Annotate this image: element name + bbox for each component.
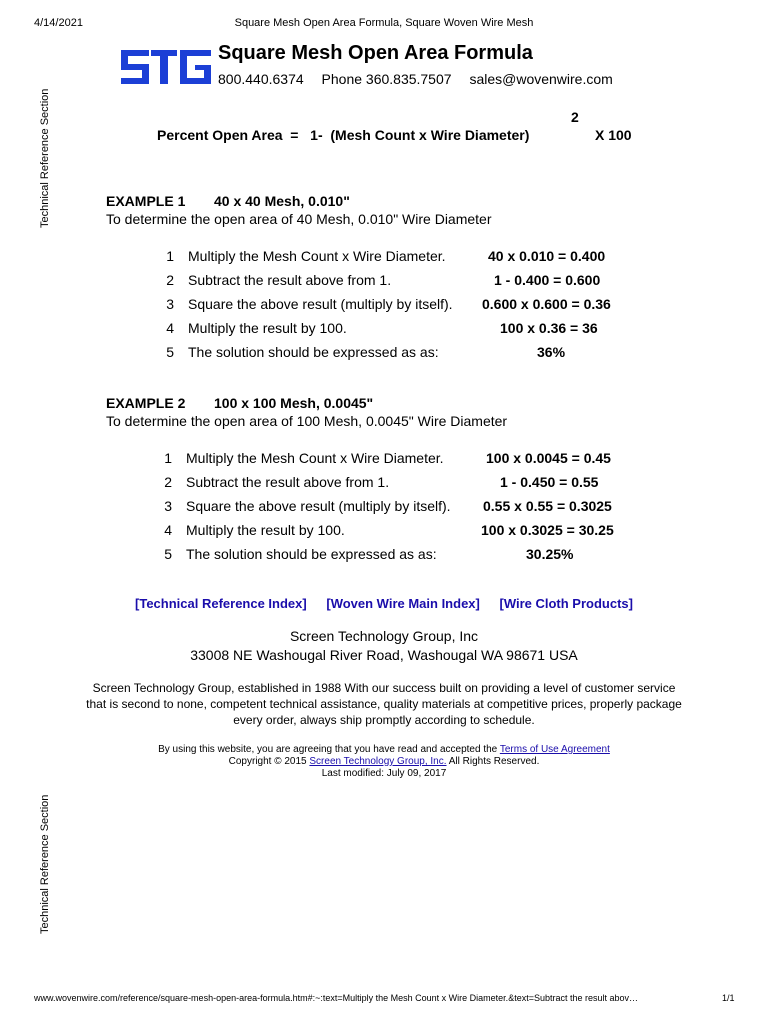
example-1-step-3-number: 3: [166, 296, 174, 312]
example-1-step-4-result: 100 x 0.36 = 36: [500, 320, 598, 336]
print-page-number: 1/1: [722, 993, 735, 1003]
example-2-step-5-number: 5: [164, 546, 172, 562]
example-2-step-5-result: 30.25%: [526, 546, 574, 562]
contact-line: [218, 71, 627, 87]
example-1-heading: [106, 193, 350, 209]
example-1-label: EXAMPLE 1: [106, 193, 186, 209]
last-modified: Last modified: July 09, 2017: [321, 768, 447, 779]
terms-of-use-link[interactable]: Terms of Use Agreement: [499, 744, 610, 755]
example-1-step-2-number: 2: [166, 272, 174, 288]
formula-exponent: 2: [571, 109, 579, 125]
example-2-step-3-number: 3: [164, 498, 172, 514]
tollfree-phone: 800.440.6374: [218, 71, 304, 87]
example-2-step-3-result: 0.55 x 0.55 = 0.3025: [483, 498, 612, 514]
agreement-line: [0, 744, 768, 756]
formula-text: Percent Open Area = 1- (Mesh Count x Wire Diameter): [157, 127, 530, 143]
example-1-step-2-text: Subtract the result above from 1.: [188, 272, 392, 288]
reference-links: [0, 596, 768, 611]
print-page-title: Square Mesh Open Area Formula, Square Woven Wire Mesh: [234, 17, 534, 29]
example-2-step-1-text: Multiply the Mesh Count x Wire Diameter.: [186, 450, 444, 466]
technical-reference-index-link[interactable]: [Technical Reference Index]: [135, 596, 307, 611]
example-2-description: To determine the open area of 100 Mesh, 0.0045" Wire Diameter: [106, 413, 508, 429]
example-1-step-4-number: 4: [166, 320, 174, 336]
example-2-step-1-result: 100 x 0.0045 = 0.45: [486, 450, 611, 466]
example-2-step-5-text: The solution should be expressed as as:: [186, 546, 437, 562]
woven-wire-main-index-link[interactable]: [Woven Wire Main Index]: [326, 596, 480, 611]
example-1-step-4-text: Multiply the result by 100.: [188, 320, 347, 336]
example-2-step-2-number: 2: [164, 474, 172, 490]
example-2-title: 100 x 100 Mesh, 0.0045": [214, 395, 374, 411]
formula-multiplier: X 100: [595, 127, 632, 143]
stg-logo: [121, 50, 211, 84]
example-2-step-2-text: Subtract the result above from 1.: [186, 474, 390, 490]
example-1-step-1-number: 1: [166, 248, 174, 264]
example-1-step-1-result: 40 x 0.010 = 0.400: [488, 248, 606, 264]
example-1-step-3-text: Square the above result (multiply by itself).: [188, 296, 453, 312]
example-1-title: 40 x 40 Mesh, 0.010": [214, 193, 350, 209]
side-label-bottom: Technical Reference Section: [39, 794, 51, 934]
example-2-step-3-text: Square the above result (multiply by itself).: [186, 498, 451, 514]
example-1-step-1-text: Multiply the Mesh Count x Wire Diameter.: [188, 248, 446, 264]
example-2-step-4-result: 100 x 0.3025 = 30.25: [481, 522, 614, 538]
legal-block: [0, 744, 768, 780]
rights-text: All Rights Reserved.: [448, 756, 540, 767]
phone-number: Phone 360.835.7507: [321, 71, 452, 87]
company-link[interactable]: Screen Technology Group, Inc.: [309, 756, 447, 767]
example-2-step-2-result: 1 - 0.450 = 0.55: [500, 474, 599, 490]
example-1-step-2-result: 1 - 0.400 = 0.600: [494, 272, 601, 288]
company-name: Screen Technology Group, Inc: [289, 628, 479, 644]
wire-cloth-products-link[interactable]: [Wire Cloth Products]: [499, 596, 633, 611]
side-label-top: Technical Reference Section: [39, 88, 51, 228]
page-title: Square Mesh Open Area Formula: [218, 42, 533, 64]
agreement-text: By using this website, you are agreeing that you have read and accepted the: [158, 744, 498, 755]
example-1-step-5-number: 5: [166, 344, 174, 360]
company-about: Screen Technology Group, established in 1988 With our success built on providing a level of customer service that is second to none, competent technical assistance, quality materials at competitive prices, properly package every order, always ship promptly according to schedule.: [86, 681, 682, 727]
example-2-heading: [106, 395, 373, 411]
example-2-step-4-text: Multiply the result by 100.: [186, 522, 345, 538]
print-url: www.wovenwire.com/reference/square-mesh-open-area-formula.htm#:~:text=Multiply the Mesh Count x Wire Diameter.&text=Subtract the result abov…: [34, 993, 639, 1003]
example-2-step-4-number: 4: [164, 522, 172, 538]
print-date: 4/14/2021: [34, 17, 83, 29]
example-2-label: EXAMPLE 2: [106, 395, 186, 411]
email-address: sales@wovenwire.com: [469, 71, 613, 87]
stg-logo-graphic: [121, 50, 211, 84]
copyright-line: [0, 756, 768, 768]
example-1-description: To determine the open area of 40 Mesh, 0.010" Wire Diameter: [106, 211, 492, 227]
example-1-step-3-result: 0.600 x 0.600 = 0.36: [482, 296, 611, 312]
copyright-text: Copyright © 2015: [228, 756, 307, 767]
example-2-step-1-number: 1: [164, 450, 172, 466]
example-1-step-5-result: 36%: [537, 344, 566, 360]
example-1-step-5-text: The solution should be expressed as as:: [188, 344, 439, 360]
company-address: 33008 NE Washougal River Road, Washougal WA 98671 USA: [190, 647, 578, 663]
